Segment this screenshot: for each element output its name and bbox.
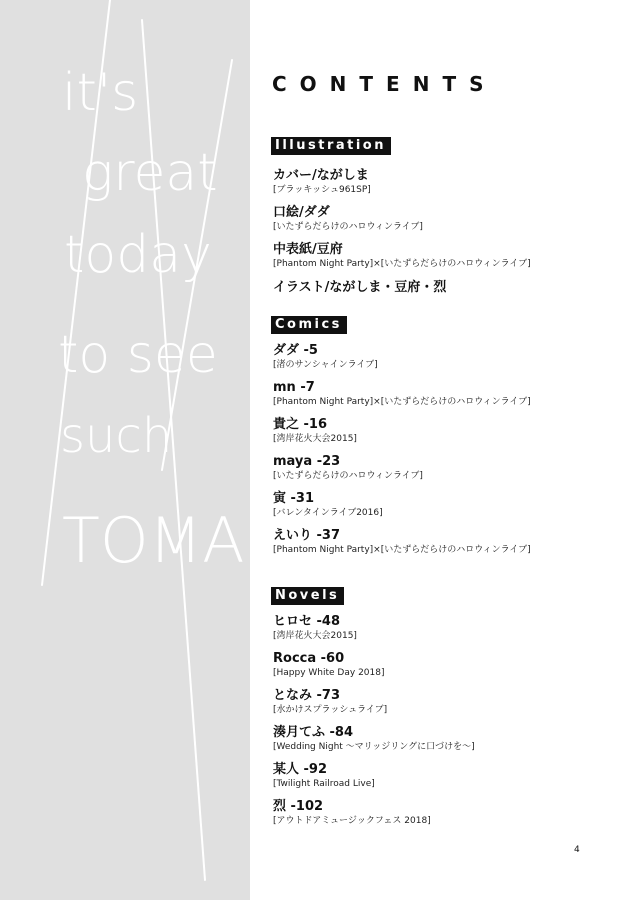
entry-subtitle: [Phantom Night Party]×[いたずらだらけのハロウィンライブ] <box>273 545 531 555</box>
entry-title: 寅 -31 <box>273 491 315 506</box>
page-title: CONTENTS <box>272 72 497 96</box>
script-line-6: TOMA <box>62 504 245 577</box>
entry-subtitle: [Wedding Night ～マリッジリングに口づけを～] <box>273 742 475 752</box>
script-line-1: it's <box>62 63 139 123</box>
entry-title: ダダ -5 <box>273 343 318 358</box>
entry-subtitle: [水かけスプラッシュライブ] <box>273 705 388 715</box>
entry-title: となみ -73 <box>273 688 341 703</box>
entry-title: 貴之 -16 <box>273 417 328 432</box>
section-header-illustration: Illustration <box>271 137 391 155</box>
toc-entry <box>273 279 446 296</box>
decorative-side-panel <box>0 0 250 900</box>
entry-subtitle: [いたずらだらけのハロウィンライブ] <box>273 222 423 232</box>
entry-title: 口絵/ダダ <box>273 205 330 220</box>
entry-title: えいり -37 <box>273 528 341 543</box>
entry-subtitle: [Twilight Railroad Live] <box>273 779 375 789</box>
entry-title: 湊月てふ -84 <box>273 725 354 740</box>
toc-entry <box>273 342 378 371</box>
toc-entry <box>273 687 387 716</box>
handwritten-script-decoration <box>0 0 250 900</box>
toc-entry <box>273 490 383 519</box>
toc-entry <box>273 204 423 233</box>
script-line-5: such <box>60 408 173 464</box>
entry-title: mn -7 <box>273 380 315 395</box>
section-header-novels: Novels <box>271 587 344 605</box>
entry-title: 中表紙/豆府 <box>273 242 343 257</box>
toc-entry <box>273 453 423 482</box>
entry-subtitle: [ブラッキッシュ961SP] <box>273 185 371 195</box>
toc-entry <box>273 527 531 556</box>
entry-title: カバー/ながしま <box>273 168 369 183</box>
entry-subtitle: [いたずらだらけのハロウィンライブ] <box>273 471 423 481</box>
toc-entry <box>273 379 531 408</box>
entry-title: 某人 -92 <box>273 762 328 777</box>
entry-title: maya -23 <box>273 454 341 469</box>
entry-subtitle: [バレンタインライブ2016] <box>273 508 383 518</box>
entry-title: ヒロセ -48 <box>273 614 341 629</box>
entry-title: Rocca -60 <box>273 651 345 666</box>
toc-entry <box>273 761 375 790</box>
toc-entry <box>273 241 531 270</box>
entry-title: 烈 -102 <box>273 799 324 814</box>
toc-entry <box>273 724 475 753</box>
script-line-4: to see <box>58 325 218 385</box>
script-line-2: great <box>82 143 218 203</box>
section-header-comics: Comics <box>271 316 347 334</box>
entry-subtitle: [Phantom Night Party]×[いたずらだらけのハロウィンライブ] <box>273 259 531 269</box>
script-line-3: today <box>64 225 212 285</box>
page-number: 4 <box>574 845 580 855</box>
toc-entry <box>273 416 357 445</box>
entry-subtitle: [渚のサンシャインライブ] <box>273 360 378 370</box>
toc-entry <box>273 167 371 196</box>
toc-entry <box>273 650 385 679</box>
entry-subtitle: [Happy White Day 2018] <box>273 668 385 678</box>
entry-title: イラスト/ながしま・豆府・烈 <box>273 280 447 295</box>
toc-entry <box>273 798 431 827</box>
entry-subtitle: [湾岸花火大会2015] <box>273 631 357 641</box>
entry-subtitle: [湾岸花火大会2015] <box>273 434 357 444</box>
entry-subtitle: [アウトドアミュージックフェス 2018] <box>273 816 431 826</box>
entry-subtitle: [Phantom Night Party]×[いたずらだらけのハロウィンライブ] <box>273 397 531 407</box>
toc-entry <box>273 613 357 642</box>
